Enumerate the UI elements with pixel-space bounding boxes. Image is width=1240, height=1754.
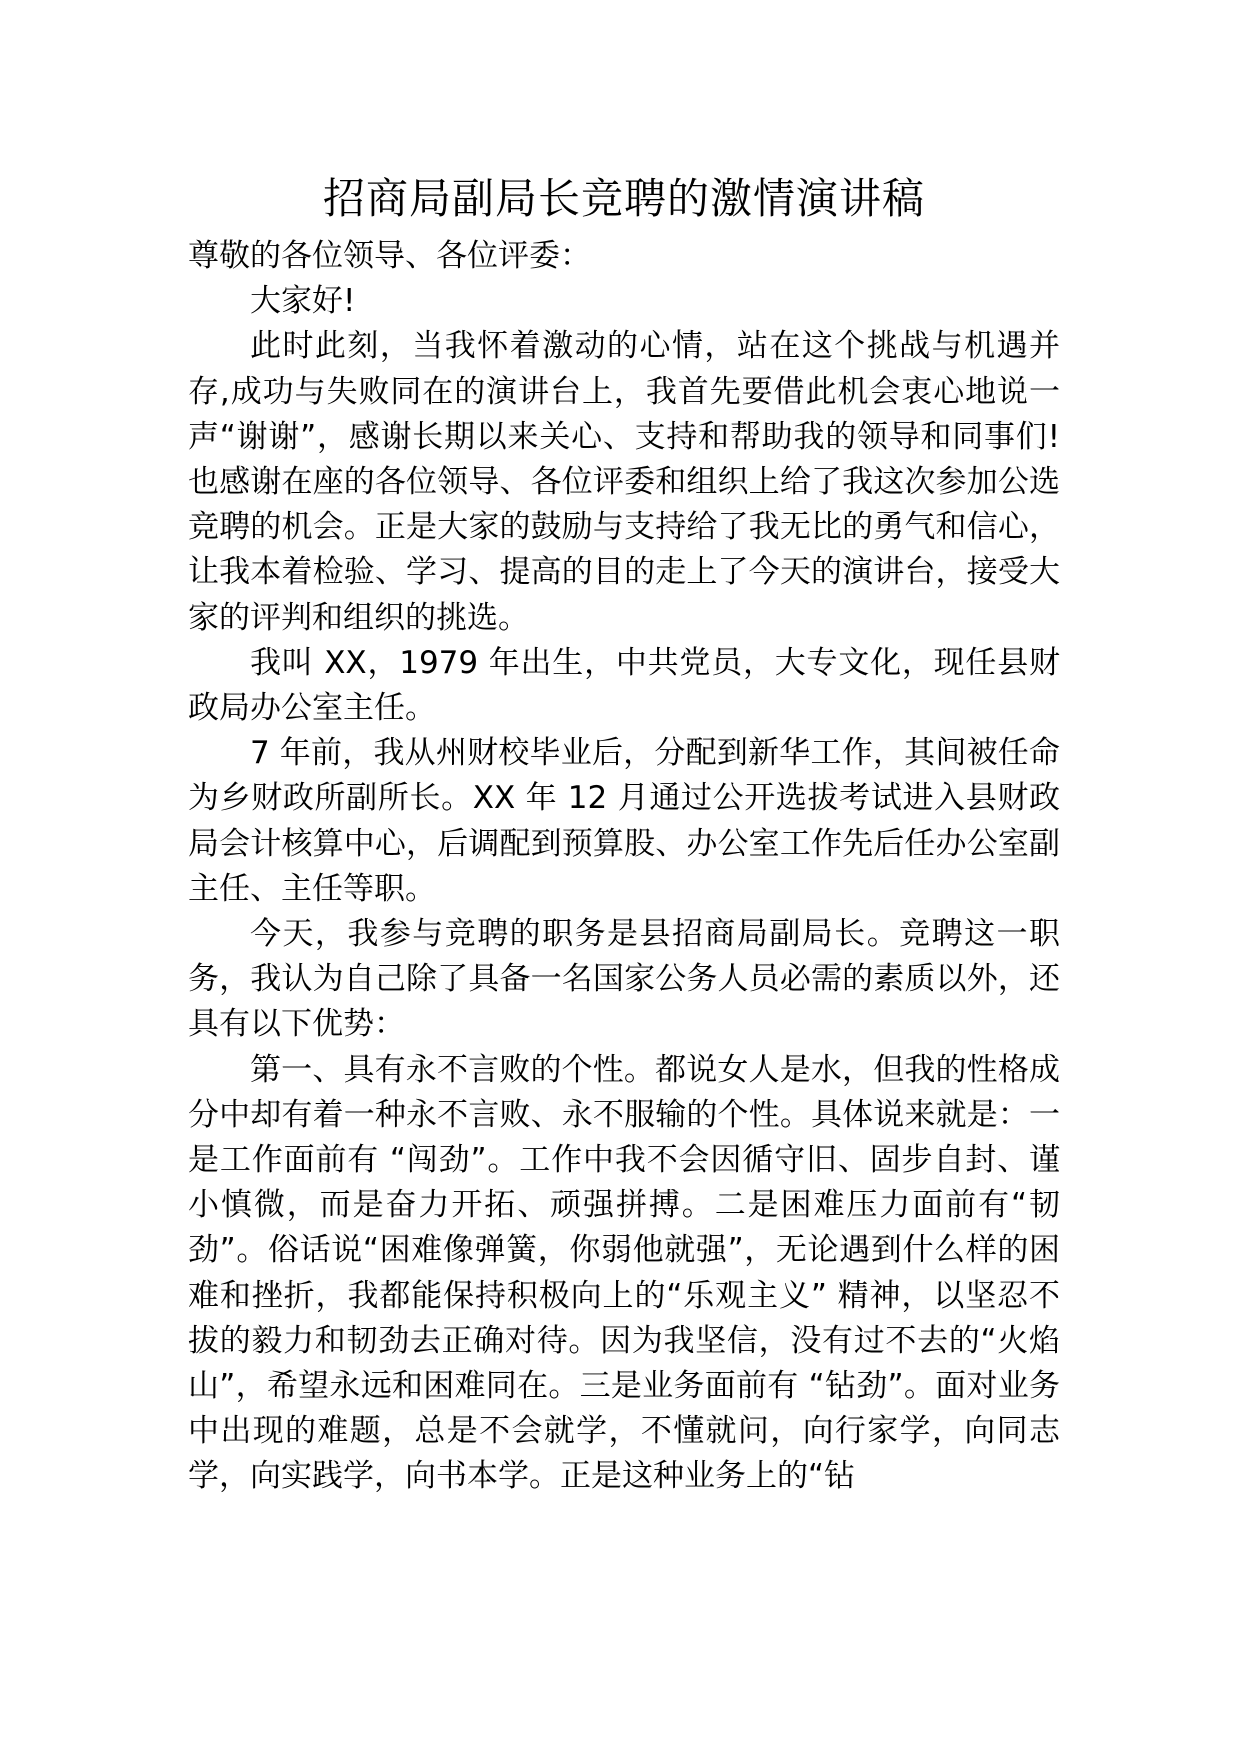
paragraph-introduction: 我叫 XX，1979 年出生，中共党员，大专文化，现任县财政局办公室主任。: [188, 644, 1060, 727]
salutation: 尊敬的各位领导、各位评委：: [188, 238, 591, 274]
document-body: [188, 168, 1060, 1500]
paragraph-advantage-one: 第一、具有永不言败的个性。都说女人是水，但我的性格成分中却有着一种永不言败、永不服输的个性。具体说来就是：一是工作面前有 “闯劲”。工作中我不会因循守旧、固步自封、谨小慎微，而是奋力开拓、顽强拼搏。二是困难压力面前有“韧劲”。俗话说“困难像弹簧，你弱他就强”，无论遇到什么样的困难和挫折，我都能保持积极向上的“乐观主义” 精神，以坚忍不拔的毅力和韧劲去正确对待。因为我坚信，没有过不去的“火焰山”，希望永远和困难同在。三是业务面前有 “钻劲”。面对业务中出现的难题，总是不会就学，不懂就问，向行家学，向同志学，向实践学，向书本学。正是这种业务上的“钻: [188, 1051, 1060, 1495]
paragraph-position: 今天，我参与竞聘的职务是县招商局副局长。竞聘这一职务，我认为自己除了具备一名国家公务人员必需的素质以外，还具有以下优势：: [188, 916, 1060, 1043]
paragraph-greeting: 大家好!: [250, 283, 356, 320]
document-title: 招商局副局长竞聘的激情演讲稿: [322, 174, 925, 223]
paragraph-thanks: 此时此刻，当我怀着激动的心情，站在这个挑战与机遇并存,成功与失败同在的演讲台上，我首先要借此机会衷心地说一声“谢谢”，感谢长期以来关心、支持和帮助我的领导和同事们!也感谢在座的各位领导、各位评委和组织上给了我这次参加公选竞聘的机会。正是大家的鼓励与支持给了我无比的勇气和信心，让我本着检验、学习、提高的目的走上了今天的演讲台，接受大家的评判和组织的挑选。: [188, 328, 1060, 636]
paragraph-work-history: 7 年前，我从州财校毕业后，分配到新华工作，其间被任命为乡财政所副所长。XX 年 12 月通过公开选拔考试进入县财政局会计核算中心，后调配到预算股、办公室工作先后任办公室副主任、主任等职。: [188, 735, 1060, 907]
